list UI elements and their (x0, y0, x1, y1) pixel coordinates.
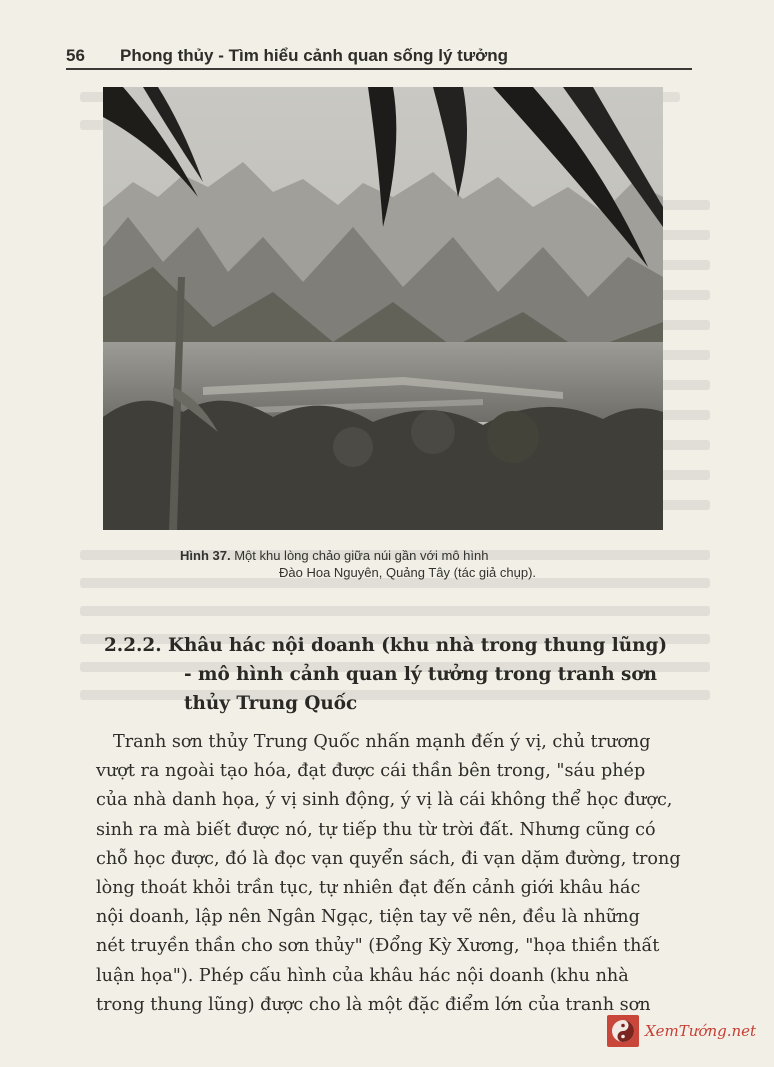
section-heading (104, 631, 704, 718)
figure-caption (180, 547, 660, 581)
body-paragraph (96, 728, 736, 1020)
paragraph-line: vượt ra ngoài tạo hóa, đạt được cái thần bên trong, "sáu phép (96, 761, 646, 782)
figure-label: Hình 37. (180, 548, 231, 563)
caption-line-2: Đào Hoa Nguyên, Quảng Tây (tác giả chụp). (279, 565, 537, 580)
caption-line-1: Một khu lòng chảo giữa núi gần với mô hình (234, 548, 489, 563)
paragraph-line: trong thung lũng) được cho là một đặc điểm lớn của tranh sơn (96, 994, 651, 1015)
paragraph-line: của nhà danh họa, ý vị sinh động, ý vị là cái không thể học được, (96, 790, 673, 811)
site-watermark (607, 1013, 769, 1053)
running-header (66, 40, 692, 70)
page-number: 56 (66, 46, 85, 65)
paragraph-line: sinh ra mà biết được nó, tự tiếp thu từ trời đất. Nhưng cũng có (96, 819, 656, 840)
running-title: Phong thủy - Tìm hiểu cảnh quan sống lý tưởng (120, 46, 508, 65)
heading-line-1: 2.2.2. Khâu hác nội doanh (khu nhà trong thung lũng) (104, 635, 668, 656)
paragraph-line: nét truyền thần cho sơn thủy" (Đổng Kỳ Xương, "họa thiền thất (96, 936, 660, 957)
paragraph-line: lòng thoát khỏi trần tục, tự nhiên đạt đến cảnh giới khâu hác (96, 878, 641, 899)
heading-line-2: - mô hình cảnh quan lý tưởng trong tranh sơn (184, 664, 658, 685)
header-rule (66, 68, 692, 70)
karst-mountain-photo (103, 87, 663, 530)
heading-line-3: thủy Trung Quốc (184, 693, 358, 714)
paragraph-line: nội doanh, lập nên Ngân Ngạc, tiện tay vẽ nên, đều là những (96, 907, 640, 928)
paragraph-line: Tranh sơn thủy Trung Quốc nhấn mạnh đến ý vị, chủ trương (113, 732, 651, 752)
paragraph-line: chỗ học được, đó là đọc vạn quyển sách, đi vạn dặm đường, trong (96, 848, 681, 869)
landscape-photo (103, 87, 663, 530)
watermark-text: XemTướng.net (645, 1022, 757, 1040)
paragraph-line: luận họa"). Phép cấu hình của khâu hác nội doanh (khu nhà (96, 965, 629, 986)
yin-yang-icon (607, 1015, 639, 1047)
